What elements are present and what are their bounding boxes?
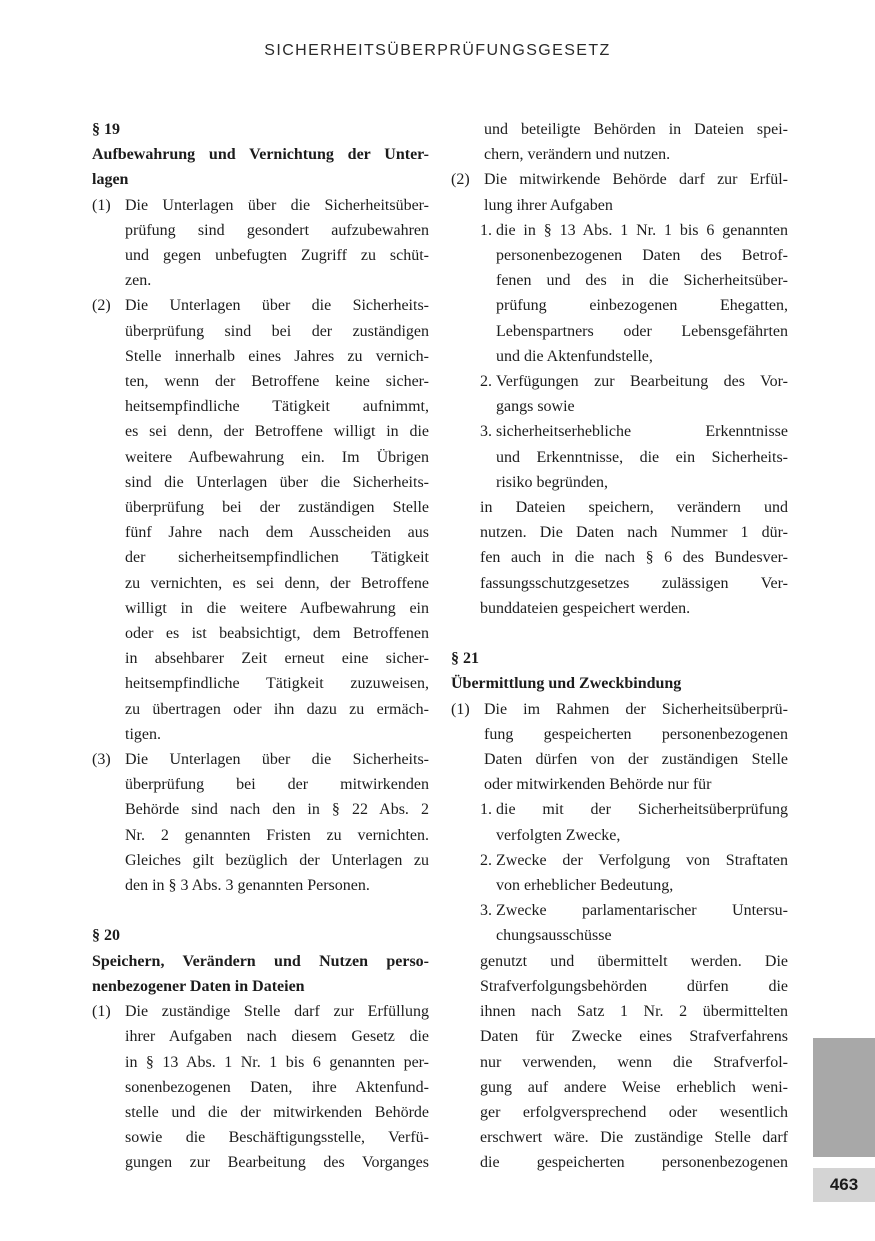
list-continuation	[451, 495, 788, 621]
text-line: chern, verändern und nutzen.	[484, 146, 671, 164]
item-number: 1.	[480, 801, 492, 819]
text-line: und die Aktenfundstelle,	[496, 347, 653, 365]
item-number: (2)	[451, 171, 470, 189]
text-line: überprüfung sind bei der zuständigen	[125, 322, 429, 340]
list-item	[451, 218, 788, 369]
text-line: gungen zur Bearbeitung des Vorganges	[125, 1154, 429, 1172]
text-line: 1. die mit der Sicherheitsüberprüfung	[496, 797, 788, 822]
text-line: Strafverfolgungsbehörden dürfen die	[480, 977, 788, 995]
section-number	[451, 646, 788, 671]
text-line: (3) Die Unterlagen über die Sicherheits-	[125, 747, 429, 772]
section-number	[92, 117, 429, 142]
text-line: ten, wenn der Betroffene keine sicher-	[125, 373, 429, 391]
text-line: § 21	[451, 650, 479, 668]
text-line: personenbezogenen Daten des Betrof-	[496, 247, 788, 265]
text-line: fassungsschutzgesetzes zulässigen Ver-	[480, 574, 788, 592]
text-line: (1) Die im Rahmen der Sicherheitsüberprü-	[484, 697, 788, 722]
text-line: (2) Die mitwirkende Behörde darf zur Erfül-	[484, 167, 788, 192]
text-line: prüfung sind gesondert aufzubewahren	[125, 221, 429, 239]
text-line: genutzt und übermittelt werden. Die	[480, 952, 788, 970]
text-line: fung gespeicherten personenbezogenen	[484, 725, 788, 743]
text-line: ger erfolgversprechend oder wesentlich	[480, 1103, 788, 1121]
section-heading	[451, 671, 788, 696]
text-line: Nr. 2 genannten Fristen zu vernichten.	[125, 826, 429, 844]
paragraph	[92, 293, 429, 747]
text-line: ihrer Aufgaben nach diesem Gesetz die	[125, 1028, 429, 1046]
text-line: gangs sowie	[496, 398, 575, 416]
text-line: willigt in die weitere Aufbewahrung ein	[125, 599, 429, 617]
text-line: fenen und des in die Sicherheitsüber-	[496, 272, 788, 290]
text-line: Daten für Zwecke eines Strafverfahrens	[480, 1028, 788, 1046]
item-number: 3.	[480, 423, 492, 441]
text-line: in Dateien speichern, verändern und	[480, 499, 788, 517]
text-line: 2. Zwecke der Verfolgung von Straftaten	[496, 848, 788, 873]
text-line: gung auf andere Weise erheblich weni-	[480, 1078, 788, 1096]
text-line: Lebenspartners oder Lebensgefährten	[496, 322, 788, 340]
list-item	[451, 419, 788, 495]
item-number: (2)	[92, 297, 111, 315]
item-number: (3)	[92, 751, 111, 769]
page-number-box	[813, 1168, 875, 1202]
text-line: § 19	[92, 121, 120, 138]
text-line: tigen.	[125, 725, 161, 743]
text-line: Behörde sind nach den in § 22 Abs. 2	[125, 801, 429, 819]
paragraph	[451, 167, 788, 217]
text-line: Daten dürfen von der zuständigen Stelle	[484, 751, 788, 769]
item-number: 1.	[480, 221, 492, 239]
text-line: es sei denn, der Betroffene willigt in die	[125, 423, 429, 441]
text-line: verfolgten Zwecke,	[496, 826, 621, 844]
section-heading	[92, 142, 429, 192]
text-line: in § 13 Abs. 1 Nr. 1 bis 6 genannten per-	[125, 1053, 429, 1071]
text-line: erschwert wäre. Die zuständige Stelle darf	[480, 1129, 788, 1147]
paragraph	[92, 999, 429, 1175]
text-line: lung ihrer Aufgaben	[484, 196, 613, 214]
text-line: Gleiches gilt bezüglich der Unterlagen zu	[125, 851, 429, 869]
text-line: fünf Jahre nach dem Ausscheiden aus	[125, 524, 429, 542]
paragraph	[92, 747, 429, 898]
text-line: 2. Verfügungen zur Bearbeitung des Vor-	[496, 369, 788, 394]
text-line: lagen	[92, 171, 129, 189]
text-line: überprüfung bei der mitwirkenden	[125, 776, 429, 794]
item-number: (1)	[92, 1003, 111, 1021]
text-line: zu übertragen oder ihn dazu zu ermäch-	[125, 700, 429, 718]
right-text-column	[451, 117, 788, 1176]
text-line: und beteiligte Behörden in Dateien spei-	[484, 121, 788, 138]
text-line: Übermittlung und Zweckbindung	[451, 675, 682, 693]
text-line: (2) Die Unterlagen über die Sicherheits-	[125, 293, 429, 318]
list-item	[451, 797, 788, 847]
text-line: in absehbarer Zeit erneut eine sicher-	[125, 650, 429, 668]
text-line: prüfung einbezogenen Ehegatten,	[496, 297, 788, 315]
vertical-gap	[451, 621, 788, 646]
list-continuation	[451, 949, 788, 1176]
text-line: oder mitwirkenden Behörde nur für	[484, 776, 712, 794]
section-heading	[92, 949, 429, 999]
item-number: (1)	[92, 196, 111, 214]
page-number: 463	[829, 1175, 859, 1194]
text-line: zu vernichten, es sei denn, der Betroffene	[125, 574, 429, 592]
item-number: (1)	[451, 700, 470, 718]
list-item	[451, 369, 788, 419]
text-line: sonenbezogenen Daten, ihre Aktenfund-	[125, 1078, 429, 1096]
text-line: der sicherheitsempfindlichen Tätigkeit	[125, 549, 429, 567]
chapter-thumb-tab	[813, 1038, 875, 1157]
text-line: ihnen nach Satz 1 Nr. 2 übermittelten	[480, 1003, 788, 1021]
list-item	[451, 898, 788, 948]
text-line: oder es ist beabsichtigt, dem Betroffenen	[125, 625, 429, 643]
text-line: nur verwenden, wenn die Strafverfol-	[480, 1053, 788, 1071]
text-line: (1) Die zuständige Stelle darf zur Erfüllung	[125, 999, 429, 1024]
item-number: 2.	[480, 373, 492, 391]
left-text-column	[92, 117, 429, 1176]
text-line: (1) Die Unterlagen über die Sicherheitsüber-	[125, 193, 429, 218]
section-number	[92, 923, 429, 948]
text-line: Stelle innerhalb eines Jahres zu vernich-	[125, 347, 429, 365]
text-line: Speichern, Verändern und Nutzen perso-	[92, 952, 429, 970]
text-line: Aufbewahrung und Vernichtung der Unter-	[92, 146, 429, 164]
text-line: überprüfung bei der zuständigen Stelle	[125, 499, 429, 517]
text-line: 3. Zwecke parlamentarischer Untersu-	[496, 898, 788, 923]
text-line: die gespeicherten personenbezogenen	[480, 1154, 788, 1172]
text-line: bunddateien gespeichert werden.	[480, 599, 691, 617]
text-line: sind die Unterlagen über die Sicherheits-	[125, 473, 429, 491]
text-line: weitere Aufbewahrung ein. Im Übrigen	[125, 448, 429, 466]
text-line: nutzen. Die Daten nach Nummer 1 dür-	[480, 524, 788, 542]
text-line: und Erkenntnisse, die ein Sicherheits-	[496, 448, 788, 466]
text-line: chungsausschüsse	[496, 927, 612, 945]
text-line: stelle und die der mitwirkenden Behörde	[125, 1103, 429, 1121]
text-line: sowie die Beschäftigungsstelle, Verfü-	[125, 1129, 429, 1147]
vertical-gap	[92, 898, 429, 923]
running-head-title: SICHERHEITSÜBERPRÜFUNGSGESETZ	[264, 42, 611, 59]
text-line: risiko begründen,	[496, 473, 608, 491]
text-line: 3. sicherheitserhebliche Erkenntnisse	[496, 419, 788, 444]
text-line: den in § 3 Abs. 3 genannten Personen.	[125, 877, 370, 895]
text-line: heitsempfindliche Tätigkeit aufnimmt,	[125, 398, 429, 416]
text-line: § 20	[92, 927, 120, 945]
paragraph-continuation	[451, 117, 788, 167]
text-line: von erheblicher Bedeutung,	[496, 877, 674, 895]
item-number: 2.	[480, 851, 492, 869]
text-line: 1. die in § 13 Abs. 1 Nr. 1 bis 6 genannten	[496, 218, 788, 243]
text-line: fen auch in die nach § 6 des Bundesver-	[480, 549, 788, 567]
paragraph	[92, 193, 429, 294]
list-item	[451, 848, 788, 898]
item-number: 3.	[480, 902, 492, 920]
paragraph	[451, 697, 788, 798]
text-line: heitsempfindliche Tätigkeit zuzuweisen,	[125, 675, 429, 693]
text-line: zen.	[125, 272, 152, 290]
text-line: nenbezogener Daten in Dateien	[92, 977, 305, 995]
text-line: und gegen unbefugten Zugriff zu schüt-	[125, 247, 429, 265]
